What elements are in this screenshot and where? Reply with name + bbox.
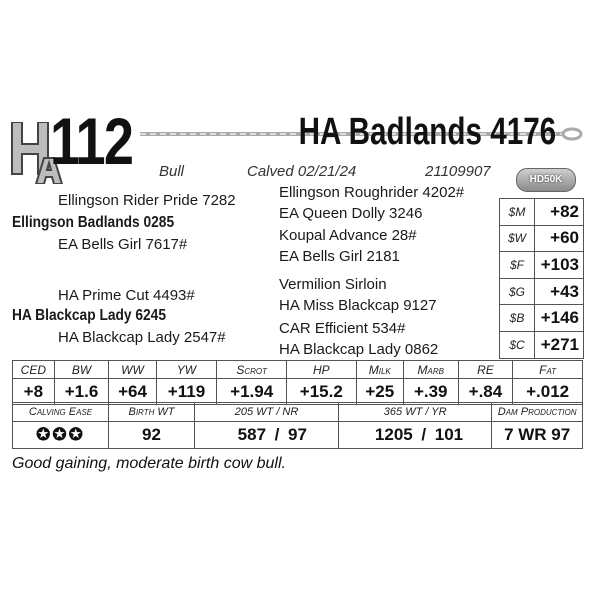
calving-ease-stars-icon: ✪✪✪ bbox=[13, 422, 109, 449]
epd-value-yw: +119 bbox=[156, 379, 217, 405]
production-table bbox=[12, 402, 583, 449]
index-row bbox=[500, 252, 584, 279]
pedigree-col2-item: Koupal Advance 28# bbox=[279, 227, 417, 244]
header-dam-production: Dam Production bbox=[492, 403, 583, 422]
epd-header-bw: BW bbox=[54, 361, 109, 379]
calved-date: Calved 02/21/24 bbox=[247, 163, 357, 180]
pedigree-dam: HA Blackcap Lady 6245 bbox=[12, 307, 166, 324]
header-365-wt: 365 WT / YR bbox=[339, 403, 492, 422]
index-label: $M bbox=[500, 199, 535, 226]
index-value: +146 bbox=[535, 305, 584, 332]
pedigree-dam-sire: HA Prime Cut 4493# bbox=[58, 287, 195, 304]
header-205-wt: 205 WT / NR bbox=[195, 403, 339, 422]
epd-header-scrot: Scrot bbox=[217, 361, 287, 379]
index-label: $G bbox=[500, 278, 535, 305]
index-value: +271 bbox=[535, 331, 584, 358]
pedigree-col2-item: Vermilion Sirloin bbox=[279, 276, 387, 293]
header-birth-wt: Birth WT bbox=[109, 403, 195, 422]
dollar-index-table bbox=[499, 198, 584, 359]
index-label: $B bbox=[500, 305, 535, 332]
epd-header-milk: Milk bbox=[356, 361, 403, 379]
pedigree-col2-item: CAR Efficient 534# bbox=[279, 320, 406, 337]
epd-header-marb: Marb bbox=[403, 361, 458, 379]
epd-header-ced: CED bbox=[13, 361, 55, 379]
index-value: +43 bbox=[535, 278, 584, 305]
epd-value-milk: +25 bbox=[356, 379, 403, 405]
epd-header-fat: Fat bbox=[513, 361, 583, 379]
yr-value: 101 bbox=[429, 422, 492, 449]
epd-value-fat: +.012 bbox=[513, 379, 583, 405]
index-label: $W bbox=[500, 225, 535, 252]
epd-header-row bbox=[13, 361, 583, 379]
pedigree-sire-dam: EA Bells Girl 7617# bbox=[58, 236, 188, 253]
index-row bbox=[500, 305, 584, 332]
epd-value-scrot: +1.94 bbox=[217, 379, 287, 405]
wt365-value: 1205 bbox=[339, 422, 419, 449]
epd-value-hp: +15.2 bbox=[286, 379, 356, 405]
pedigree-dam-dam: HA Blackcap Lady 2547# bbox=[58, 329, 226, 346]
index-label: $C bbox=[500, 331, 535, 358]
epd-value-row bbox=[13, 379, 583, 405]
nr-value: 97 bbox=[282, 422, 339, 449]
epd-value-bw: +1.6 bbox=[54, 379, 109, 405]
pedigree-col2-item: EA Queen Dolly 3246 bbox=[279, 205, 423, 222]
epd-header-ww: WW bbox=[109, 361, 156, 379]
sex-label: Bull bbox=[159, 163, 185, 180]
pedigree-col2-item: HA Miss Blackcap 9127 bbox=[279, 297, 437, 314]
birth-wt-value: 92 bbox=[109, 422, 195, 449]
index-row bbox=[500, 331, 584, 358]
index-value: +60 bbox=[535, 225, 584, 252]
index-value: +82 bbox=[535, 199, 584, 226]
epd-value-ced: +8 bbox=[13, 379, 55, 405]
epd-header-hp: HP bbox=[286, 361, 356, 379]
epd-table bbox=[12, 360, 583, 405]
epd-header-re: RE bbox=[458, 361, 513, 379]
epd-header-yw: YW bbox=[156, 361, 217, 379]
pedigree-col2-item: EA Bells Girl 2181 bbox=[279, 248, 400, 265]
registration-number: 21109907 bbox=[425, 163, 491, 180]
production-value-row bbox=[13, 422, 583, 449]
pedigree-col2-item: Ellingson Roughrider 4202# bbox=[279, 184, 465, 201]
wt205-separator: / bbox=[272, 422, 282, 449]
epd-value-marb: +.39 bbox=[403, 379, 458, 405]
wt365-separator: / bbox=[419, 422, 429, 449]
pedigree-sire: Ellingson Badlands 0285 bbox=[12, 214, 175, 231]
production-header-row bbox=[13, 403, 583, 422]
epd-value-ww: +64 bbox=[109, 379, 156, 405]
index-row bbox=[500, 278, 584, 305]
lot-comment: Good gaining, moderate birth cow bull. bbox=[12, 455, 286, 472]
pedigree-sire-sire: Ellingson Rider Pride 7282 bbox=[58, 192, 236, 209]
index-label: $F bbox=[500, 252, 535, 279]
header-calving-ease: Calving Ease bbox=[13, 403, 109, 422]
lot-number: 112 bbox=[50, 104, 133, 178]
bull-name: HA Badlands 4176 bbox=[298, 111, 556, 153]
pedigree-col2-item: HA Blackcap Lady 0862 bbox=[279, 341, 439, 358]
epd-value-re: +.84 bbox=[458, 379, 513, 405]
index-row bbox=[500, 225, 584, 252]
index-row bbox=[500, 199, 584, 226]
dam-production-value: 7 WR 97 bbox=[492, 422, 583, 449]
hd50k-badge: HD50K bbox=[516, 168, 576, 192]
wt205-value: 587 bbox=[195, 422, 273, 449]
index-value: +103 bbox=[535, 252, 584, 279]
